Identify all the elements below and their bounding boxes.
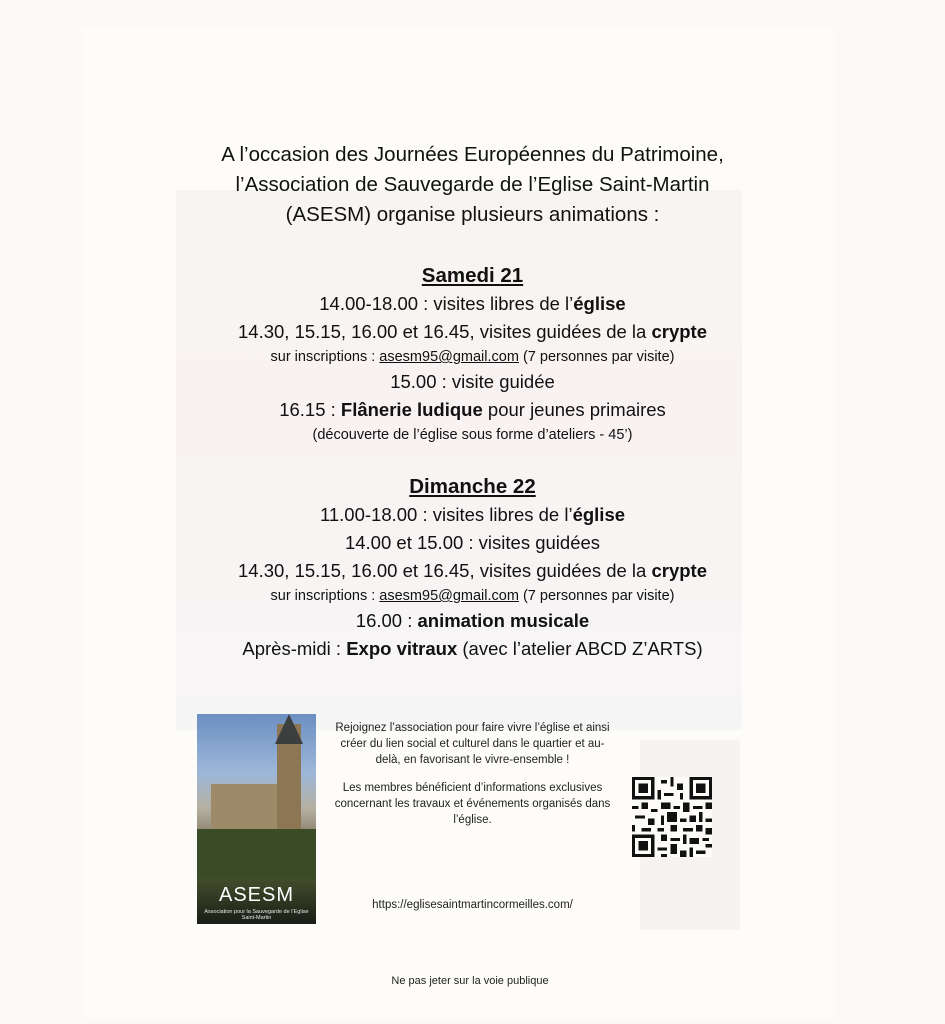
saturday-guided: 15.00 : visite guidée <box>390 371 555 392</box>
sunday-expo: Après-midi : Expo vitraux (avec l’atelier ABCD Z’ARTS) <box>242 638 703 659</box>
poster-name: ASESM <box>218 884 295 906</box>
join-paragraph-1: Rejoignez l’association pour faire vivre l’église et ainsi créer du lien social et culturel dans le quartier et au-delà, en favorisant le vivre-ensemble ! <box>335 722 610 766</box>
footer-note: Ne pas jeter sur la voie publique <box>391 975 549 987</box>
join-text <box>330 720 615 840</box>
sunday-music: 16.00 : animation musicale <box>355 610 590 631</box>
church-spire <box>275 714 303 744</box>
saturday-flanerie: 16.15 : Flânerie ludique pour jeunes primaires <box>279 399 666 420</box>
intro-line-1: A l’occasion des Journées Européennes du Patrimoine, <box>221 143 724 166</box>
asesm-poster-image <box>197 714 316 924</box>
sunday-title: Dimanche 22 <box>409 475 536 498</box>
foliage <box>197 829 316 879</box>
sunday-signup: sur inscriptions : asesm95@gmail.com (7 personnes par visite) <box>270 588 675 604</box>
saturday-item-free: 14.00-18.00 : visites libres de l’église <box>319 293 626 314</box>
sunday-email-link[interactable]: asesm95@gmail.com <box>379 588 519 604</box>
saturday-title: Samedi 21 <box>421 264 524 287</box>
sunday-item-guided: 14.00 et 15.00 : visites guidées <box>344 532 601 553</box>
intro-line-3: (ASESM) organise plusieurs animations : <box>285 203 660 226</box>
saturday-section <box>100 262 845 446</box>
intro-text <box>100 140 845 230</box>
website-link[interactable]: https://eglisesaintmartincormeilles.com/ <box>372 899 573 911</box>
saturday-email-link[interactable]: asesm95@gmail.com <box>379 349 519 365</box>
sunday-item-free: 11.00-18.00 : visites libres de l’église <box>319 504 626 525</box>
saturday-signup: sur inscriptions : asesm95@gmail.com (7 personnes par visite) <box>270 349 675 365</box>
sunday-item-crypt: 14.30, 15.15, 16.00 et 16.45, visites guidées de la crypte <box>238 560 707 581</box>
saturday-item-crypt: 14.30, 15.15, 16.00 et 16.45, visites guidées de la crypte <box>238 321 707 342</box>
join-paragraph-2: Les membres bénéficient d’informations exclusives concernant les travaux et événements organisés dans l’église. <box>334 782 611 826</box>
saturday-flanerie-note: (découverte de l’église sous forme d’ateliers - 45’) <box>312 427 633 443</box>
qr-code-icon[interactable] <box>632 777 712 857</box>
intro-line-2: l’Association de Sauvegarde de l’Eglise Saint-Martin <box>235 173 710 196</box>
sunday-section <box>100 473 845 663</box>
poster-subtitle: Association pour la Sauvegarde de l’Eglise Saint-Martin <box>204 909 309 921</box>
